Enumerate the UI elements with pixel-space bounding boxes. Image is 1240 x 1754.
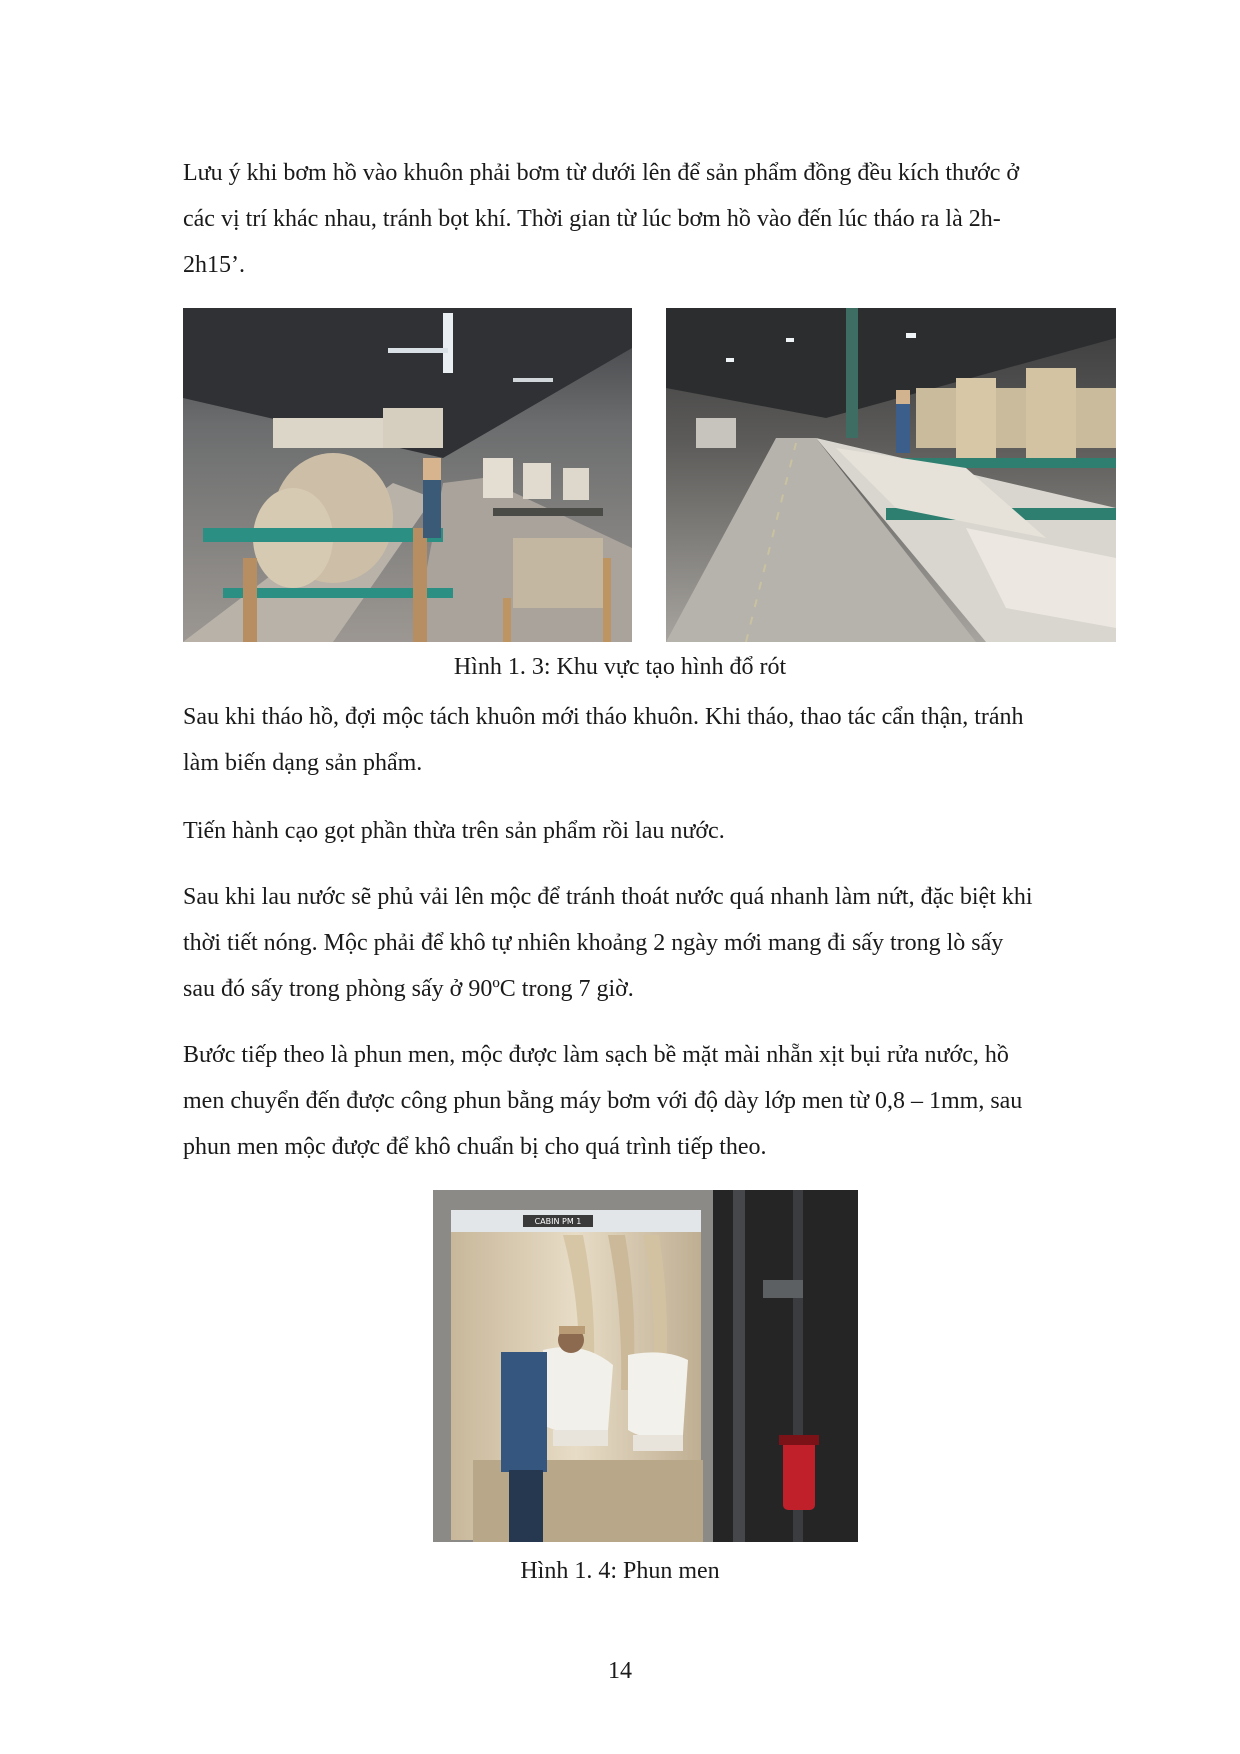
figure-1-4-caption: Hình 1. 4: Phun men [520,1558,720,1584]
paragraph-line: sau đó sấy trong phòng sấy ở 90ºC trong 7 giờ. [183,976,634,1002]
figure-1-3-photo-right [666,308,1116,642]
figure-1-4-photo [433,1190,858,1542]
paragraph-line: Lưu ý khi bơm hồ vào khuôn phải bơm từ dưới lên để sản phẩm đồng đều kích thước ở [183,160,1020,186]
paragraph-line: thời tiết nóng. Mộc phải để khô tự nhiên khoảng 2 ngày mới mang đi sấy trong lò sấy [183,930,1004,956]
paragraph-line: Sau khi lau nước sẽ phủ vải lên mộc để tránh thoát nước quá nhanh làm nứt, đặc biệt khi [183,884,1033,910]
paragraph-3 [183,808,1125,854]
figure-1-3-photo-left [183,308,632,642]
paragraph-line: Sau khi tháo hồ, đợi mộc tách khuôn mới tháo khuôn. Khi tháo, thao tác cẩn thận, tránh [183,704,1024,730]
paragraph-line: các vị trí khác nhau, tránh bọt khí. Thời gian từ lúc bơm hồ vào đến lúc tháo ra là 2h- [183,206,1001,232]
paragraph-line: làm biến dạng sản phẩm. [183,750,423,776]
paragraph-line: phun men mộc được để khô chuẩn bị cho quá trình tiếp theo. [183,1134,767,1160]
paragraph-2 [183,694,1125,786]
paragraph-5 [183,1032,1125,1170]
paragraph-1 [183,150,1125,288]
paragraph-line: men chuyển đến được công phun bằng máy bơm với độ dày lớp men từ 0,8 – 1mm, sau [183,1088,1023,1114]
paragraph-line: Bước tiếp theo là phun men, mộc được làm sạch bề mặt mài nhẵn xịt bụi rửa nước, hồ [183,1042,1009,1068]
figure-1-3-caption: Hình 1. 3: Khu vực tạo hình đổ rót [453,654,787,680]
paragraph-line: Tiến hành cạo gọt phần thừa trên sản phẩm rồi lau nước. [183,818,725,844]
page-number: 14 [608,1658,632,1684]
booth-sign-text: CABIN PM 1 [534,1217,582,1226]
paragraph-line: 2h15’. [183,252,245,278]
paragraph-4 [183,874,1125,1012]
